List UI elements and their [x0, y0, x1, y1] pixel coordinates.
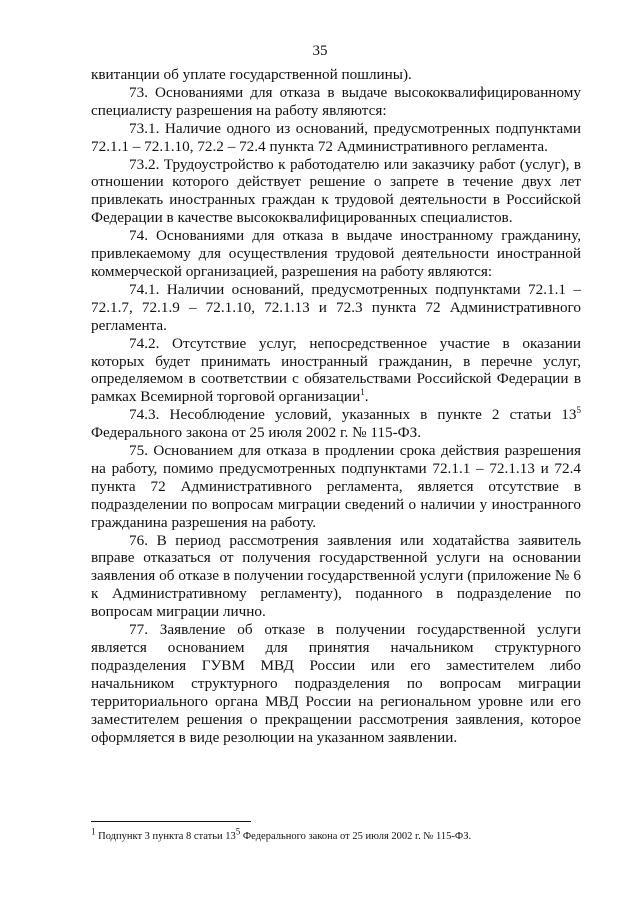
- document-body: [91, 66, 581, 746]
- paragraph-text: квитанции об уплате государственной пошлины).: [91, 66, 412, 83]
- footnote-text-tail: Федерального закона от 25 июля 2002 г. № 115-ФЗ.: [240, 831, 472, 842]
- footnote: [91, 826, 581, 843]
- footnote-reference: 1: [360, 387, 365, 398]
- paragraph-77: [91, 621, 581, 746]
- paragraph-text: 77. Заявление об отказе в получении государственной услуги является основанием для принятия начальником структурного подразделения ГУВМ МВД России или его заместителем либо начальником структурного подразделения по вопросам миграции территориального органа МВД России на региональном уровне или его заместителем решения о прекращении рассмотрения заявления, которое оформляется в виде резолюции на указанном заявлении.: [91, 621, 581, 746]
- article-superscript: 5: [235, 826, 241, 837]
- paragraph-74-3: [91, 406, 581, 442]
- paragraph-text: 75. Основанием для отказа в продлении срока действия разрешения на работу, помимо предусмотренных подпунктами 72.1.1 – 72.1.13 и 72.4 пункта 72 Административного регламента, является отсутствие в подразделении по вопросам миграции сведений о наличии у иностранного гражданина разрешения на работу.: [91, 442, 581, 531]
- footnote-mark: 1: [91, 826, 96, 837]
- paragraph-73-1: [91, 120, 581, 156]
- paragraph-76: [91, 532, 581, 622]
- paragraph-75: [91, 442, 581, 532]
- paragraph-73: [91, 84, 581, 120]
- paragraph-text: 73.1. Наличие одного из оснований, предусмотренных подпунктами 72.1.1 – 72.1.10, 72.2 – 72.4 пункта 72 Административного регламента.: [91, 119, 581, 155]
- paragraph-text: 74.2. Отсутствие услуг, непосредственное участие в оказании которых будет принимать иностранный гражданин, в перечне услуг, определяемом в соответствии с обязательствами Российской Федерации в рамках Всемирной торговой организации: [91, 334, 581, 406]
- paragraph-text: 73.2. Трудоустройство к работодателю или заказчику работ (услуг), в отношении которого действует решение о запрете в течение двух лет привлекать иностранных граждан к трудовой деятельности в Российской Федерации в качестве высококвалифицированных специалистов.: [91, 155, 581, 227]
- paragraph-text: 74. Основаниями для отказа в выдаче иностранному гражданину, привлекаемому для осуществления трудовой деятельности иностранной коммерческой организацией, разрешения на работу являются:: [91, 227, 581, 280]
- paragraph-text-tail: .: [364, 388, 369, 406]
- paragraph-74: [91, 227, 581, 281]
- article-superscript: 5: [576, 405, 581, 416]
- footnote-divider: [91, 821, 251, 822]
- paragraph-text-tail: Федерального закона от 25 июля 2002 г. № 115-ФЗ.: [91, 424, 422, 442]
- paragraph-text: 73. Основаниями для отказа в выдаче высококвалифицированному специалисту разрешения на работу являются:: [91, 83, 581, 119]
- paragraph-text: 74.3. Несоблюдение условий, указанных в пункте 2 статьи 13: [129, 406, 577, 424]
- paragraph-74-2: [91, 335, 581, 407]
- paragraph-continuation: [91, 66, 581, 84]
- page-number: 35: [312, 43, 328, 59]
- paragraph-text: 76. В период рассмотрения заявления или ходатайства заявитель вправе отказаться от получения государственной услуги на основании заявления об отказе в получении государственной услуги (приложение № 6 к Административному регламенту), поданного в подразделение по вопросам миграции лично.: [91, 531, 581, 621]
- paragraph-text: 74.1. Наличии оснований, предусмотренных подпунктами 72.1.1 – 72.1.7, 72.1.9 – 72.1.10, 72.1.13 и 72.3 пункта 72 Административного регламента.: [91, 280, 581, 334]
- paragraph-74-1: [91, 281, 581, 335]
- paragraph-73-2: [91, 156, 581, 228]
- footnote-text: Подпункт 3 пункта 8 статьи 13: [95, 831, 236, 842]
